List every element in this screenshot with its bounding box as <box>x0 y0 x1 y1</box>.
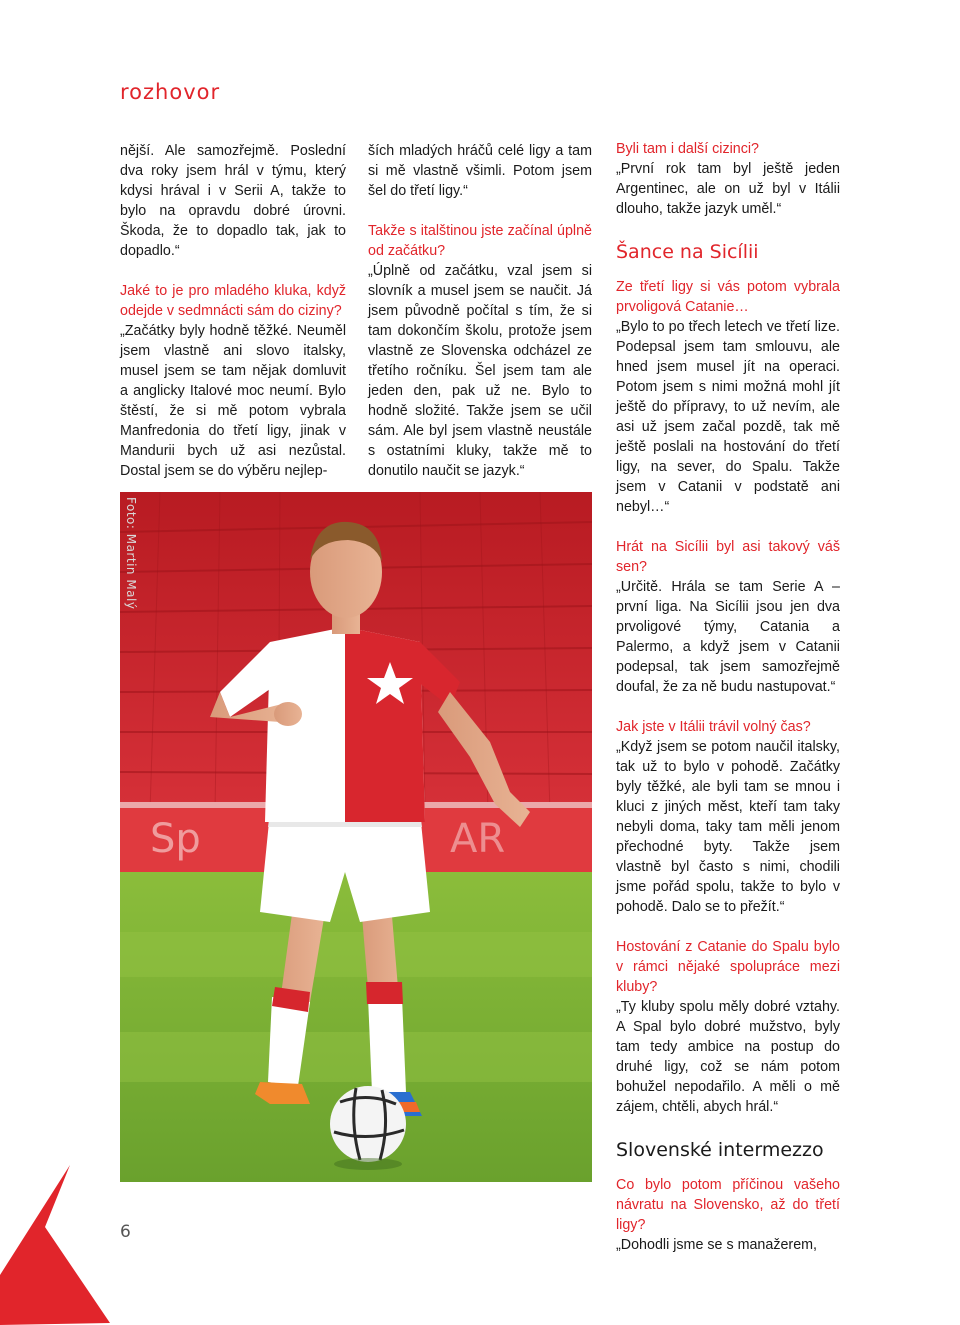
paragraph-gap <box>616 1163 840 1175</box>
interview-answer: „Úplně od začátku, vzal jsem si slovník a musel jsem se naučit. Já jsem původně počítal s tím, že si tam dokončím školu, protože jsem vlastně ze Slovenska odcházel ze třetího ročníku. Šel jsem tam ale jeden den, pak už ne. Bylo to hodně složité. Takže jsem se učil sám. Ale byl jsem vlastně neustále s ostatními kluky, takže mě to donutilo naučit se jazyk.“ <box>368 263 592 479</box>
page-number: 6 <box>120 1222 131 1242</box>
paragraph-gap <box>368 201 592 221</box>
paragraph-gap <box>120 261 346 281</box>
interview-question: Hostování z Catanie do Spalu bylo v rámci nějaké spolupráce mezi kluby? <box>616 939 840 995</box>
section-title: rozhovor <box>120 80 221 104</box>
paragraph-gap <box>616 917 840 937</box>
svg-text:Sp: Sp <box>150 816 201 862</box>
interview-answer: „Ty kluby spolu měly dobré vztahy. A Spal bylo dobré mužstvo, byly tam tedy ambice na postup do druhé ligy, což se nám potom bohužel nepodařilo. A měli o mě zájem, chtěli, abych hrál.“ <box>616 999 840 1115</box>
corner-decoration-shape <box>0 1165 110 1325</box>
paragraph-gap <box>616 697 840 717</box>
interview-answer: „Bylo to po třech letech ve třetí lize. Podepsal jsem tam smlouvu, ale hned jsem musel jít na operaci. Potom jsem s nimi možná mohl jít ještě do přípravy, to už nevím, ale asi už jsem začal pozdě, tak mě ještě poslali na hostování do třetí ligy, na sever, do Spalu. Takže jsem v Catanii v podstatě ani nebyl…“ <box>616 319 840 515</box>
interview-answer: „Dohodli jsme se s manažerem, <box>616 1237 818 1253</box>
paragraph-gap <box>616 219 840 239</box>
interview-answer: ších mladých hráčů celé ligy a tam si mě vlastně všimli. Potom jsem šel do třetí ligy.“ <box>368 143 592 199</box>
interview-answer: „První rok tam byl ještě jeden Argentinec, ale on už byl v Itálii dlouho, takže jazyk uměl.“ <box>616 161 840 217</box>
subheading: Slovenské intermezzo <box>616 1139 824 1161</box>
paragraph-gap <box>616 265 840 277</box>
interview-question: Jak jste v Itálii trávil volný čas? <box>616 719 811 735</box>
interview-answer: „Určitě. Hrála se tam Serie A – první liga. Na Sicílii jsou jen dva prvoligové týmy, Catania a Palermo, a když jsem v Catanii podepsal, tak jsem samozřejmě doufal, že za ně budu nastupovat.“ <box>616 579 840 695</box>
interview-answer: „Začátky byly hodně těžké. Neuměl jsem vlastně ani slovo italsky, musel jsem se tam nějak domluvit a anglicky Italové moc neumí. Bylo štěstí, že si mě potom vybrala Manfredonia do třetí ligy, jinak v Mandurii bych už asi nezůstal. Dostal jsem se do výběru nejlep- <box>120 323 346 479</box>
interview-answer: „Když jsem se potom naučil italsky, tak už to bylo v pohodě. Začátky byly těžké, ale byli tam se mnou i kluci z jiných měst, kteří tam taky nebyli doma, taky tam měli jenom přechodné byty. Takže jsem vlastně byl často s nimi, chodili jsme pořád spolu, takže to bylo v pohodě. Dalo se to přežít.“ <box>616 739 840 915</box>
article-column-3 <box>616 139 840 1255</box>
interview-question: Hrát na Sicílii byl asi takový váš sen? <box>616 539 840 575</box>
interview-question: Takže s italštinou jste začínal úplně od začátku? <box>368 223 592 259</box>
interview-question: Ze třetí ligy si vás potom vybrala prvoligová Catanie… <box>616 279 840 315</box>
subheading: Šance na Sicílii <box>616 241 759 263</box>
article-column-1 <box>120 141 346 481</box>
paragraph-gap <box>616 517 840 537</box>
player-photo-illustration <box>120 492 592 1182</box>
article-column-2 <box>368 141 592 481</box>
player-photo <box>120 492 592 1182</box>
svg-text:AR: AR <box>450 816 506 862</box>
interview-question: Co bylo potom příčinou vašeho návratu na Slovensko, až do třetí ligy? <box>616 1177 840 1233</box>
paragraph-gap <box>616 1117 840 1137</box>
interview-question: Jaké to je pro mladého kluka, když odejde v sedmnácti sám do ciziny? <box>120 283 346 319</box>
interview-question: Byli tam i další cizinci? <box>616 141 760 157</box>
photo-credit: Foto: Martin Malý <box>124 497 138 610</box>
interview-answer: nější. Ale samozřejmě. Poslední dva roky jsem hrál v týmu, který kdysi hrával i v Serii A, takže to bylo na opravdu dobré úrovni. Škoda, že to dopadlo tak, jak to dopadlo.“ <box>120 143 346 259</box>
